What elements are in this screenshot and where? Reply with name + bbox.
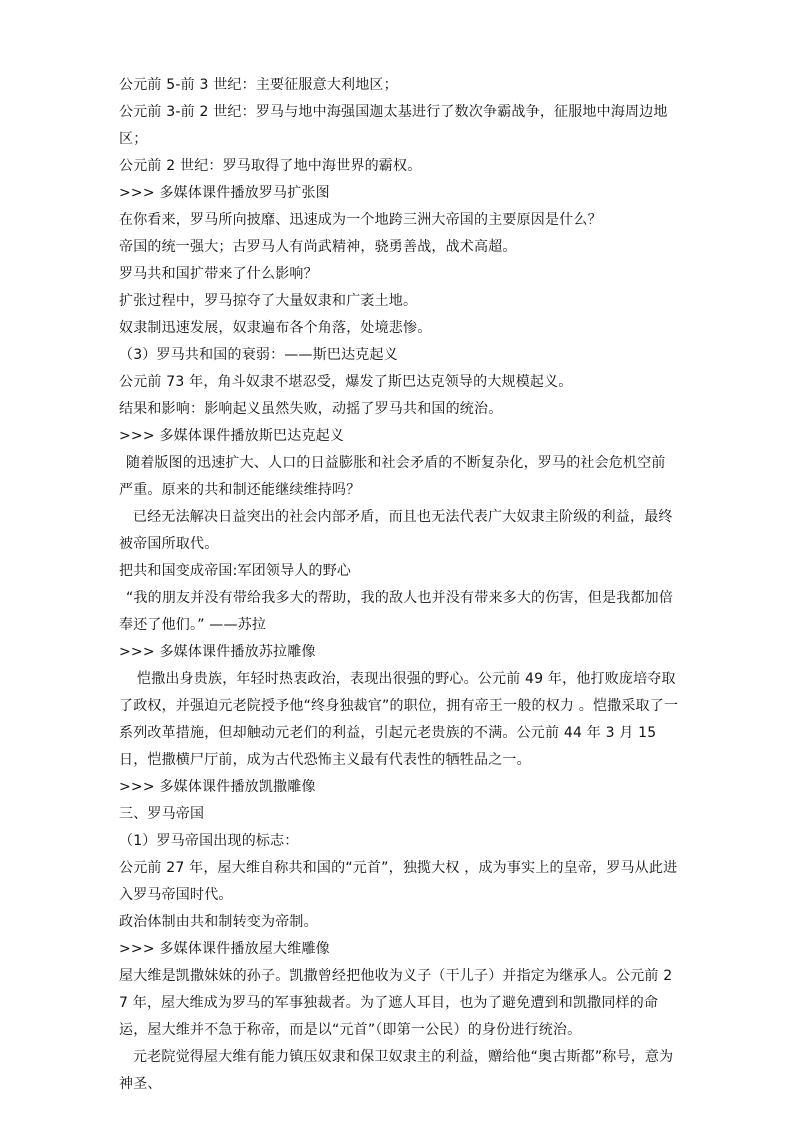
multimedia-note-caesar: >>> 多媒体课件播放凯撒雕像 <box>119 779 316 795</box>
document-body <box>119 72 679 1098</box>
subheading-empire-sign: （1）罗马帝国出现的标志： <box>119 833 299 849</box>
paragraph-caesar: 恺撒出身贵族，年轻时热衷政治，表现出很强的野心。公元前 49 年，他打败庞培夺取了政权，并强迫元老院授予他“终身独裁官”的职位，拥有帝王一般的权力 。恺撒采取了一系列改革措施，但却触动元老们的利益，引起元老贵族的不满。公元前 44 年 3 月 15 日，恺撒横尸厅前，成为古代恐怖主义最有代表性的牺牲品之一。 <box>119 671 679 768</box>
answer-impact-1: 扩张过程中，罗马掠夺了大量奴隶和广袤土地。 <box>119 293 418 309</box>
paragraph-result: 结果和影响：影响起义虽然失败，动摇了罗马共和国的统治。 <box>119 401 503 417</box>
question-impact: 罗马共和国扩带来了什么影响？ <box>119 266 318 282</box>
multimedia-note-sulla: >>> 多媒体课件播放苏拉雕像 <box>119 644 316 660</box>
paragraph-ambition: 把共和国变成帝国:军团领导人的野心 <box>119 563 352 579</box>
paragraph-replaced: 已经无法解决日益突出的社会内部矛盾，而且也无法代表广大奴隶主阶级的利益，最终被帝国所取代。 <box>119 509 673 552</box>
question-causes: 在你看来，罗马所向披靡、迅速成为一个地跨三洲大帝国的主要原因是什么？ <box>119 212 602 228</box>
paragraph-senate: 元老院觉得屋大维有能力镇压奴隶和保卫奴隶主的利益，赠给他“奥古斯都”称号，意为神圣、 <box>119 1049 674 1092</box>
paragraph-2: 公元前 3-前 2 世纪：罗马与地中海强国迦太基进行了数次争霸战争，征服地中海周边地区； <box>119 104 668 147</box>
answer-impact-2: 奴隶制迅速发展，奴隶遍布各个角落，处境悲惨。 <box>119 320 432 336</box>
paragraph-spartacus: 公元前 73 年，角斗奴隶不堪忍受，爆发了斯巴达克领导的大规模起义。 <box>119 374 573 390</box>
multimedia-note-spartacus: >>> 多媒体课件播放斯巴达克起义 <box>119 428 345 444</box>
paragraph-3: 公元前 2 世纪：罗马取得了地中海世界的霸权。 <box>119 158 422 174</box>
multimedia-note-expansion-map: >>> 多媒体课件播放罗马扩张图 <box>119 185 330 201</box>
paragraph-1: 公元前 5-前 3 世纪：主要征服意大利地区； <box>119 77 398 93</box>
paragraph-octavian: 公元前 27 年，屋大维自称共和国的“元首”，独揽大权 ，成为事实上的皇帝，罗马从此进入罗马帝国时代。 <box>119 860 678 903</box>
multimedia-note-octavian: >>> 多媒体课件播放屋大维雕像 <box>119 941 330 957</box>
paragraph-octavian-history: 屋大维是凯撒妹妹的孙子。凯撒曾经把他收为义子（干儿子）并指定为继承人。公元前 27 年，屋大维成为罗马的军事独裁者。为了遮人耳目，也为了避免遭到和凯撒同样的命运，屋大维并不急于称帝，而是以“元首”（即第一公民）的身份进行统治。 <box>119 968 673 1038</box>
paragraph-political-system: 政治体制由共和制转变为帝制。 <box>119 914 318 930</box>
section-heading-decline: （3）罗马共和国的衰弱：——斯巴达克起义 <box>119 347 398 363</box>
section-heading-empire: 三、罗马帝国 <box>119 806 205 822</box>
quote-sulla: “我的朋友并没有带给我多大的帮助，我的敌人也并没有带来多大的伤害，但是我都加倍奉还了他们。” ——苏拉 <box>119 590 674 633</box>
answer-causes: 帝国的统一强大；古罗马人有尚武精神，骁勇善战，战术高超。 <box>119 239 517 255</box>
paragraph-crisis: 随着版图的迅速扩大、人口的日益膨胀和社会矛盾的不断复杂化，罗马的社会危机空前严重。原来的共和制还能继续维持吗？ <box>119 455 666 498</box>
